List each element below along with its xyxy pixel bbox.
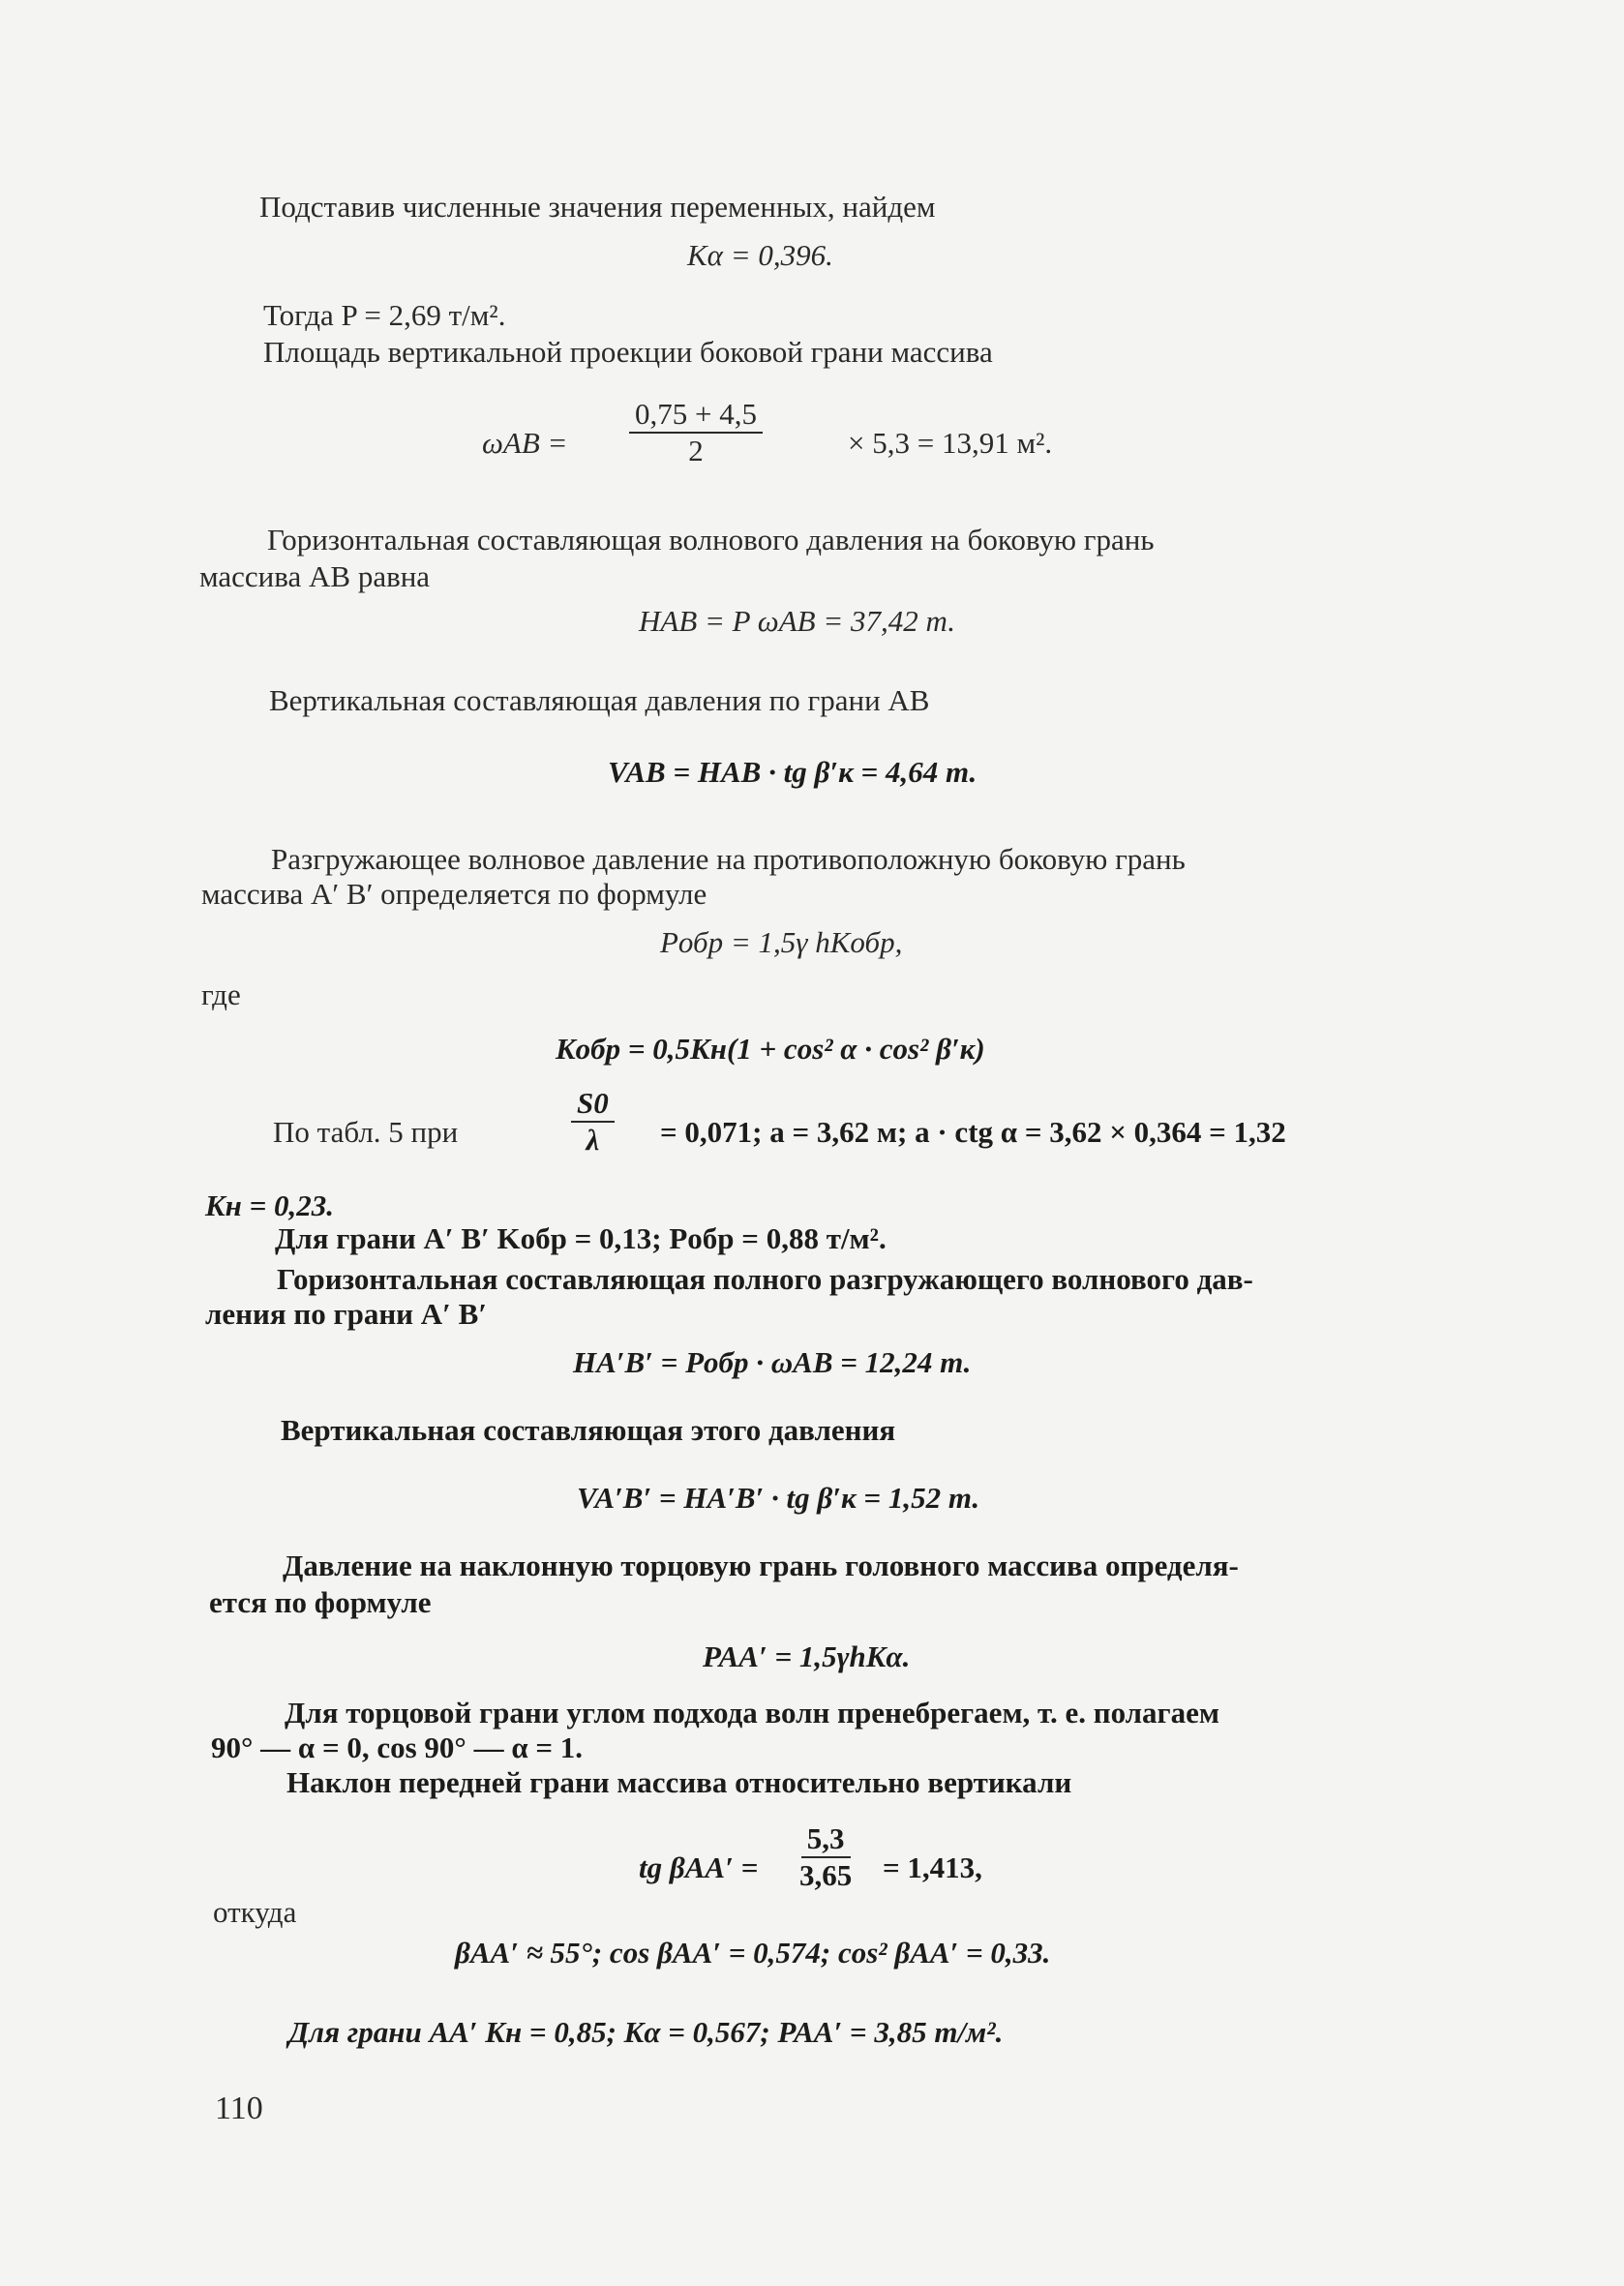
text-line: массива АВ равна — [199, 559, 431, 593]
formula-p-obr: Pобр = 1,5γ hKобр, — [660, 925, 903, 959]
formula-tg-fraction — [799, 1821, 852, 1893]
formula-v-a-b: VA′B′ = HA′B′ · tg β′к = 1,52 т. — [577, 1481, 980, 1515]
formula-omega-label: ωAB = — [482, 426, 568, 460]
text-line: массива A′ B′ определяется по формуле — [201, 877, 707, 911]
text-line: Для грани A′ B′ Kобр = 0,13; Pобр = 0,88 т/м². — [275, 1221, 887, 1255]
text-line: Для грани AA′ Kн = 0,85; Kα = 0,567; PAA′ = 3,85 т/м². — [288, 2015, 1004, 2049]
text-line: ления по грани A′ B′ — [205, 1297, 488, 1331]
formula-omega-result: × 5,3 = 13,91 м². — [848, 426, 1053, 460]
text-line: где — [201, 978, 241, 1011]
formula-k-alpha: Kα = 0,396. — [687, 238, 833, 272]
fraction-denominator: 3,65 — [799, 1858, 853, 1892]
formula-tg-label: tg βAA′ = — [639, 1850, 759, 1884]
text-line: Вертикальная составляющая этого давления — [281, 1413, 896, 1447]
formula-beta-values: βAA′ ≈ 55°; cos βAA′ = 0,574; cos² βAA′ = 0,33. — [455, 1936, 1051, 1970]
formula-k-obr: Kобр = 0,5Kн(1 + cos² α · cos² β′к) — [556, 1032, 985, 1066]
fraction-denominator: λ — [586, 1123, 600, 1157]
text-line: Горизонтальная составляющая полного разгружающего волнового дав- — [277, 1262, 1253, 1296]
formula-k-n: Kн = 0,23. — [205, 1188, 335, 1222]
text-line: Тогда P = 2,69 т/м². — [263, 298, 506, 332]
text-line: ется по формуле — [209, 1585, 432, 1619]
fraction-numerator: 5,3 — [801, 1821, 851, 1858]
text-line: По табл. 5 при — [273, 1115, 459, 1149]
formula-omega-fraction — [629, 397, 763, 468]
fraction-numerator: 0,75 + 4,5 — [629, 397, 763, 434]
text-line: Подставив численные значения переменных, найдем — [259, 190, 936, 224]
text-line: откуда — [213, 1895, 297, 1929]
formula-h-a-b: HA′B′ = Pобр · ωAB = 12,24 т. — [573, 1345, 972, 1379]
text-line: Горизонтальная составляющая волнового давления на боковую грань — [267, 523, 1155, 556]
text-line: 90° — α = 0, cos 90° — α = 1. — [211, 1730, 584, 1764]
text-line: Наклон передней грани массива относительно вертикали — [286, 1765, 1072, 1799]
page-number: 110 — [215, 2090, 263, 2126]
text-line: Вертикальная составляющая давления по грани АВ — [269, 683, 930, 717]
formula-ratio-fraction — [571, 1086, 615, 1158]
formula-v-ab: VAB = HAB · tg β′к = 4,64 т. — [608, 755, 977, 789]
formula-p-aa: PAA′ = 1,5γhKα. — [703, 1639, 911, 1673]
formula-ratio-values: = 0,071; a = 3,62 м; a · ctg α = 3,62 × 0,364 = 1,32 — [660, 1115, 1286, 1149]
text-line: Разгружающее волновое давление на противоположную боковую грань — [271, 842, 1186, 876]
text-line: Давление на наклонную торцовую грань головного массива определя- — [283, 1549, 1239, 1582]
formula-h-ab: HAB = P ωAB = 37,42 т. — [639, 604, 955, 638]
fraction-numerator: S0 — [571, 1086, 615, 1123]
text-line: Для торцовой грани углом подхода волн пренебрегаем, т. е. полагаем — [285, 1696, 1220, 1730]
fraction-denominator: 2 — [688, 434, 704, 467]
text-line: Площадь вертикальной проекции боковой грани массива — [263, 335, 993, 369]
formula-tg-result: = 1,413, — [883, 1850, 982, 1884]
